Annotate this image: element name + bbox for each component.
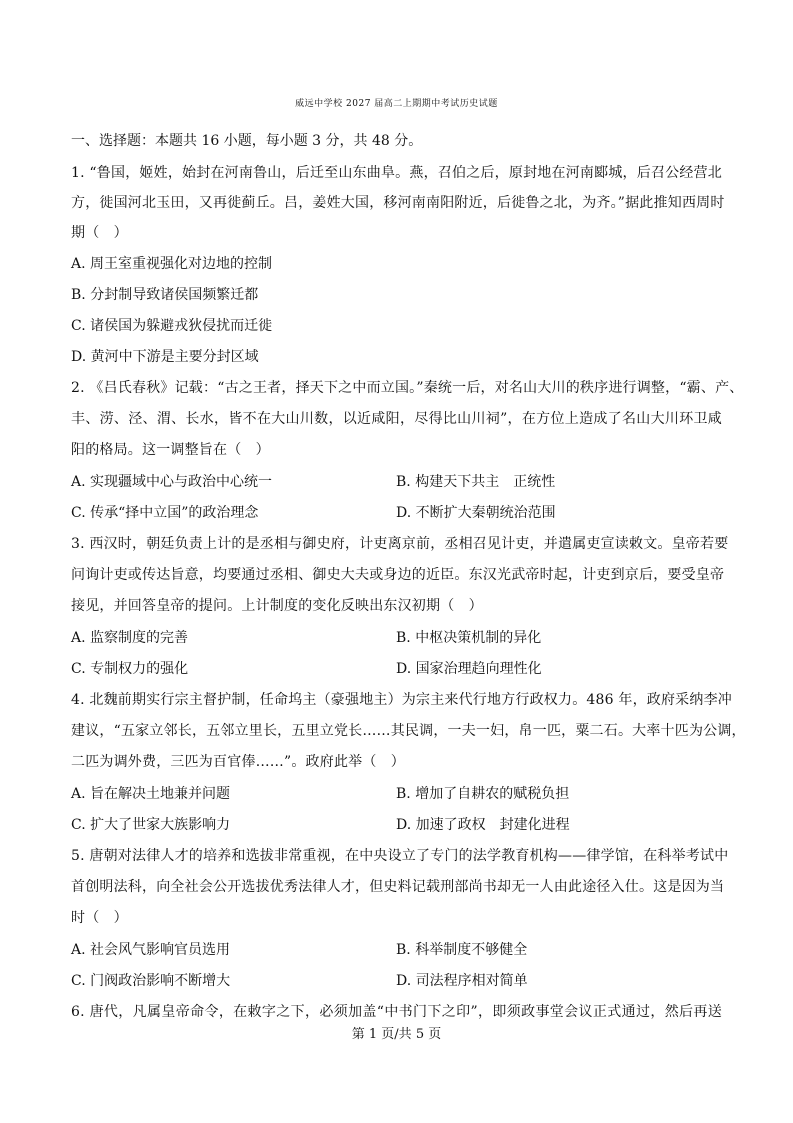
question-2-option-c: C. 传承“择中立国”的政治理念	[71, 505, 259, 521]
question-3-line-2: 问询计吏或传达旨意，均要通过丞相、御史大夫或身边的近臣。东汉光武帝时起，计吏到京后，要受皇帝	[71, 567, 725, 583]
question-2-option-b: B. 构建天下共主 正统性	[396, 474, 556, 490]
question-3-option-a: A. 监察制度的完善	[71, 630, 189, 646]
question-6-line-1: 6. 唐代，凡属皇帝命令，在敕字之下，必须加盖“中书门下之印”，即须政事堂会议正式通过，然后再送	[71, 1004, 722, 1020]
question-2-option-d: D. 不断扩大秦朝统治范围	[396, 505, 556, 521]
question-2-line-3: 阳的格局。这一调整旨在（ ）	[71, 442, 270, 458]
question-3-option-b: B. 中枢决策机制的异化	[396, 630, 542, 646]
question-4-line-2: 建议，“五家立邻长，五邻立里长，五里立党长……其民调，一夫一妇，帛一匹，粟二石。大率十匹为公调，	[71, 723, 746, 739]
page-footer: 第 1 页/共 5 页	[351, 1027, 442, 1042]
question-4-option-c: C. 扩大了世家大族影响力	[71, 817, 231, 833]
question-5-line-2: 首创明法科，向全社会公开选拔优秀法律人才，但史料记载刑部尚书却无一人由此途径入仕。这是因为当	[71, 879, 725, 895]
question-1-option-d: D. 黄河中下游是主要分封区域	[71, 349, 259, 365]
question-5-option-c: C. 门阀政治影响不断增大	[71, 973, 231, 989]
question-4-line-3: 二匹为调外费，三匹为百官俸……”。政府此举（ ）	[71, 754, 405, 770]
question-2-line-1: 2. 《吕氏春秋》记载：“古之王者，择天下之中而立国。”秦统一后，对名山大川的秩序进行调整，“霸、产、	[71, 380, 744, 396]
question-3-option-d: D. 国家治理趋向理性化	[396, 661, 542, 677]
question-5-option-d: D. 司法程序相对简单	[396, 973, 528, 989]
question-4-line-1: 4. 北魏前期实行宗主督护制，任命坞主（豪强地主）为宗主来代行地方行政权力。486 年，政府采纳李冲	[71, 692, 732, 708]
question-4-option-a: A. 旨在解决土地兼并问题	[71, 786, 231, 802]
question-2-line-2: 丰、涝、泾、渭、长水，皆不在大山川数，以近咸阳，尽得比山川祠”，在方位上造成了名山大川环卫咸	[71, 411, 722, 427]
question-1-option-a: A. 周王室重视强化对边地的控制	[71, 256, 273, 272]
section-heading: 一、选择题：本题共 16 小题，每小题 3 分，共 48 分。	[71, 133, 423, 149]
question-4-option-b: B. 增加了自耕农的赋税负担	[396, 786, 570, 802]
question-2-option-a: A. 实现疆域中心与政治中心统一	[71, 474, 273, 490]
question-5-option-a: A. 社会风气影响官员选用	[71, 942, 231, 958]
question-3-line-3: 接见，并回答皇帝的提问。上计制度的变化反映出东汉初期（ ）	[71, 598, 483, 614]
question-1-line-2: 方，徙国河北玉田，又再徙蓟丘。吕，姜姓大国，移河南南阳附近，后徙鲁之北，为齐。”据此推知西周时	[71, 195, 725, 211]
question-1-line-1: 1. “鲁国，姬姓，始封在河南鲁山，后迁至山东曲阜。燕，召伯之后，原封地在河南郾城，后召公经营北	[71, 165, 722, 181]
question-5-line-1: 5. 唐朝对法律人才的培养和选拔非常重视，在中央设立了专门的法学教育机构——律学馆，在科举考试中	[71, 848, 729, 864]
question-5-option-b: B. 科举制度不够健全	[396, 942, 528, 958]
question-1-option-c: C. 诸侯国为躲避戎狄侵扰而迁徙	[71, 318, 273, 334]
question-1-line-3: 期（ ）	[71, 225, 128, 241]
question-1-option-b: B. 分封制导致诸侯国频繁迁都	[71, 287, 259, 303]
question-4-option-d: D. 加速了政权 封建化进程	[396, 817, 570, 833]
question-3-option-c: C. 专制权力的强化	[71, 661, 189, 677]
exam-title: 威远中学校 2027 届高二上期期中考试历史试题	[295, 99, 498, 109]
question-3-line-1: 3. 西汉时，朝廷负责上计的是丞相与御史府，计吏离京前，丞相召见计吏，并遣属吏宣读敕文。皇帝若要	[71, 536, 729, 552]
question-5-line-3: 时（ ）	[71, 910, 128, 926]
